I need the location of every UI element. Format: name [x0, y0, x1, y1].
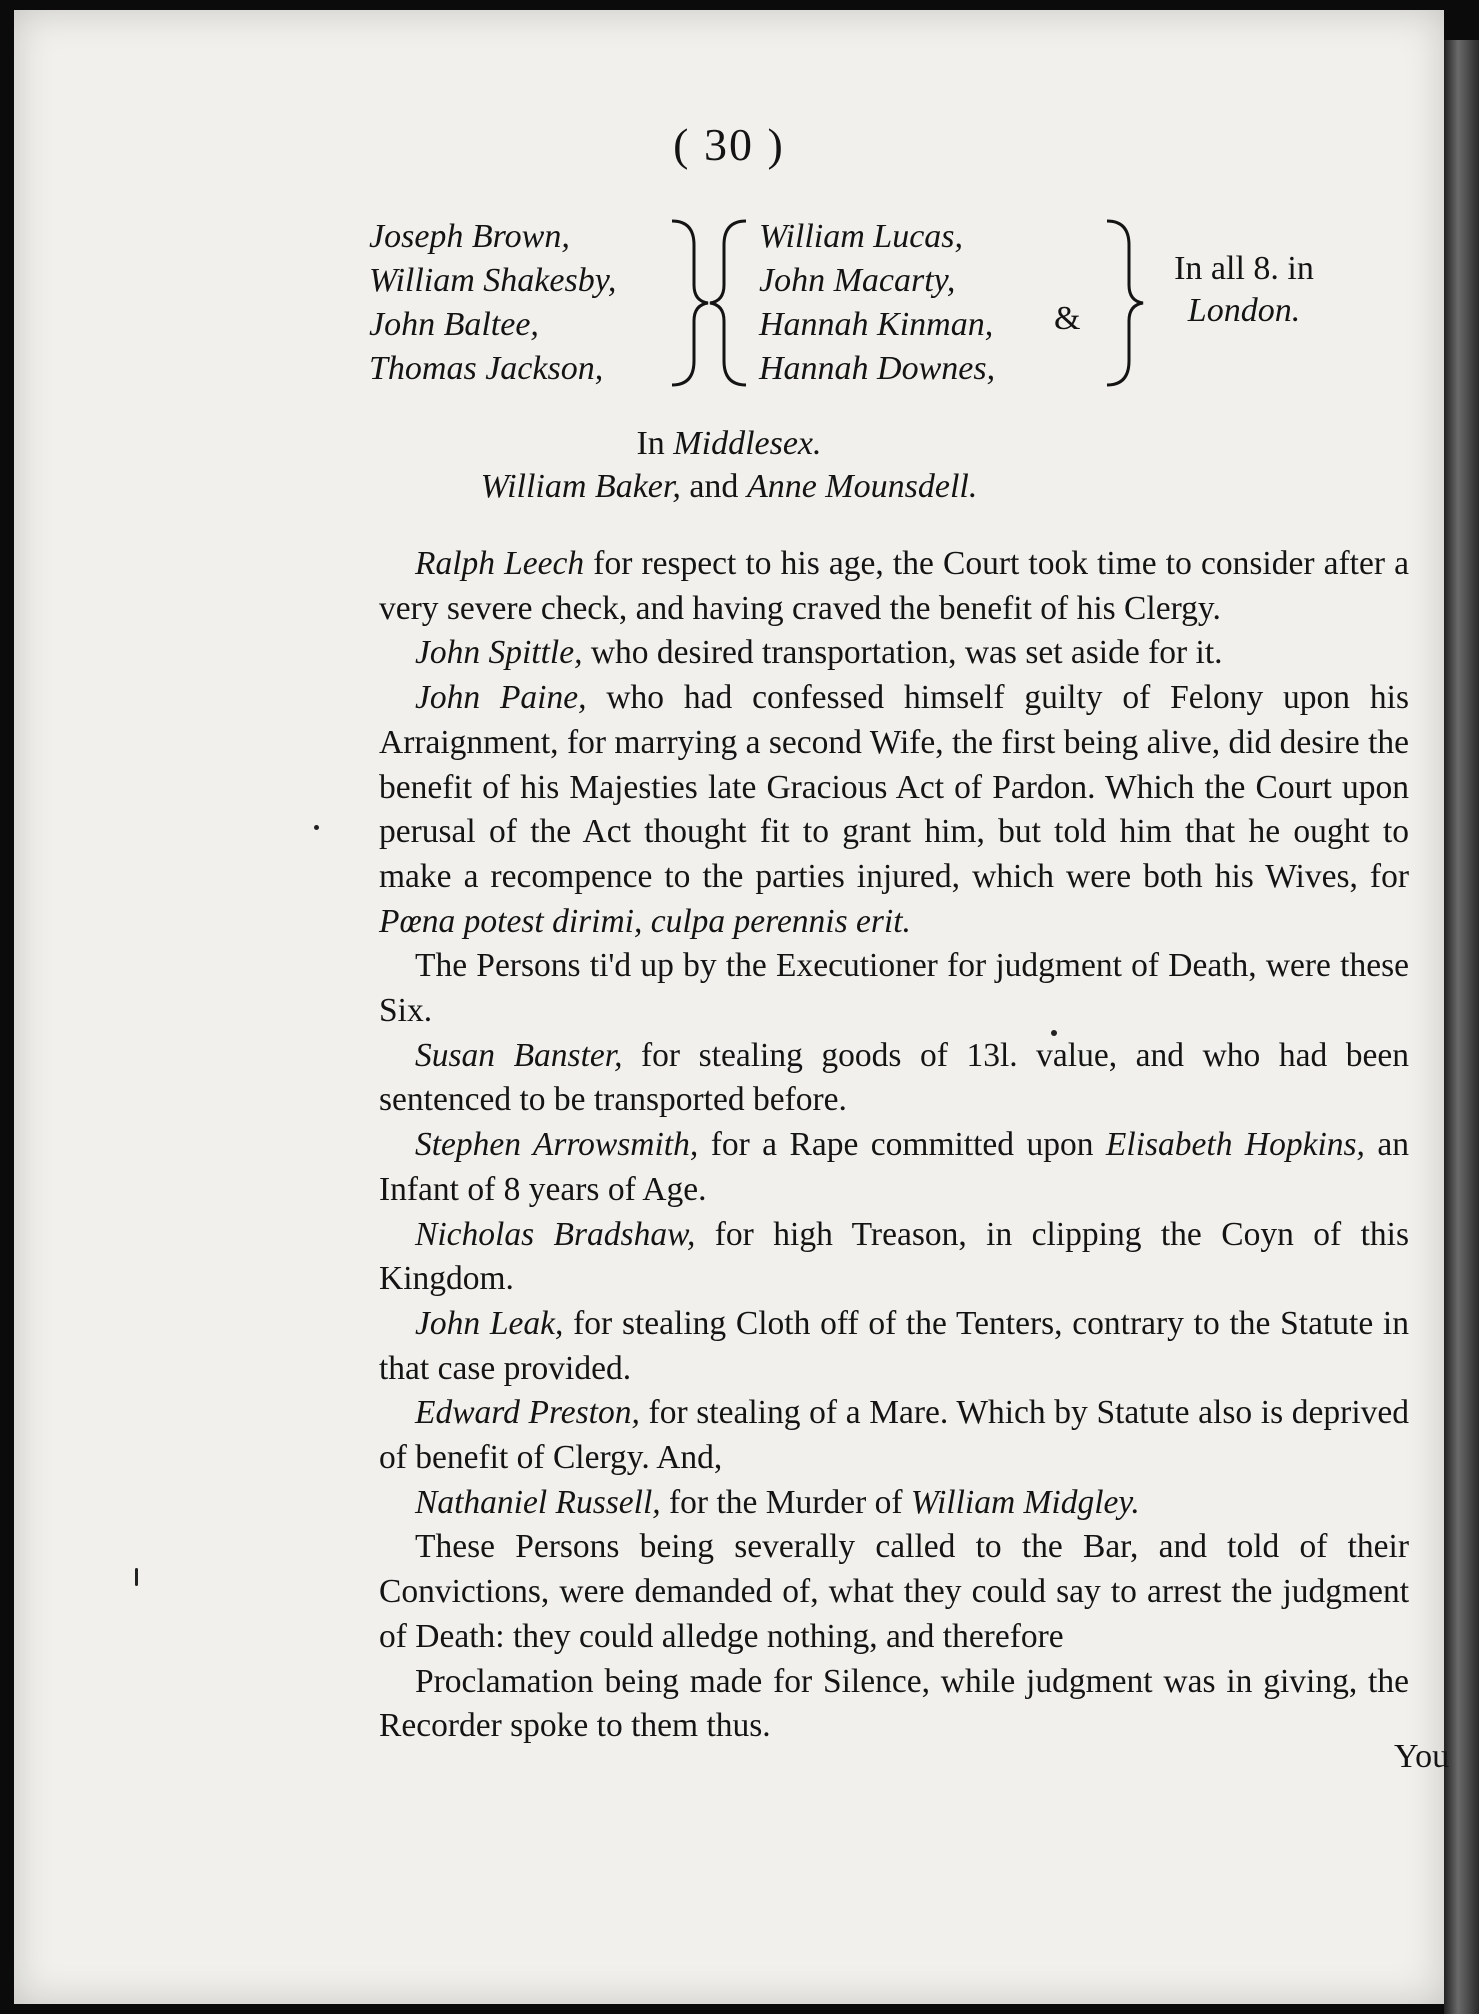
name-list-right [759, 215, 995, 391]
paragraph-text: for high Treason, in clipping the Coyn of this Kingdom. [379, 1215, 1410, 1298]
victim-name: Elisabeth Hopkins, [1105, 1126, 1365, 1164]
paragraph [379, 1391, 1409, 1480]
ink-mark [135, 1568, 138, 1586]
person-name: John Spittle, [415, 634, 583, 672]
middlesex-heading [14, 425, 1444, 463]
paragraph [379, 1525, 1409, 1659]
paragraph-text: for stealing Cloth off of the Tenters, contrary to the Statute in that case provided. [379, 1304, 1409, 1387]
victim-name: William Midgley. [910, 1483, 1140, 1521]
person-name: Nathaniel Russell, [415, 1483, 661, 1521]
summary-place: London. [1187, 292, 1301, 329]
name: Anne Mounsdell. [746, 468, 978, 505]
person-name: Ralph Leech [415, 545, 585, 582]
book-page [14, 10, 1450, 2004]
name: William Baker, [480, 468, 681, 505]
list-item: William Lucas, [759, 218, 964, 255]
list-item: Hannah Kinman, [759, 306, 994, 343]
list-item: Joseph Brown, [369, 218, 570, 255]
middlesex-place: Middlesex. [673, 425, 822, 462]
summary-note [1144, 248, 1344, 332]
paragraph [379, 1123, 1409, 1212]
ampersand: & [1054, 300, 1081, 337]
person-name: Edward Preston, [415, 1394, 640, 1432]
paragraph [379, 542, 1409, 631]
paragraph [379, 676, 1409, 944]
paragraph [379, 1213, 1409, 1302]
summary-line: In all 8. in [1174, 250, 1314, 287]
catchword: You [1394, 1738, 1450, 1775]
conjunction: and [680, 468, 747, 505]
paragraph [379, 1660, 1409, 1749]
paragraph-text: for the Murder of [660, 1483, 911, 1521]
list-item: Thomas Jackson, [369, 350, 604, 387]
list-item: Hannah Downes, [759, 350, 996, 387]
latin-quote: Pœna potest dirimi, culpa perennis erit. [379, 902, 911, 940]
paragraph-text: for stealing goods of 13l. value, and who had been sentenced to be transported before. [379, 1036, 1409, 1119]
paragraph-text: for a Rape committed upon [698, 1126, 1106, 1164]
middlesex-prefix: In [636, 425, 674, 462]
paragraph-text: an Infant of 8 years of Age. [379, 1126, 1409, 1208]
page-number: ( 30 ) [673, 119, 785, 170]
brace-right-group-left [704, 215, 754, 390]
next-page-edge [1444, 40, 1479, 2014]
person-name: John Paine, [415, 679, 587, 717]
body-text [379, 542, 1409, 1749]
person-name: Nicholas Bradshaw, [415, 1215, 696, 1253]
brace-summary [1099, 215, 1149, 390]
middlesex-names [14, 468, 1444, 506]
person-name: Stephen Arrowsmith, [415, 1126, 699, 1164]
name-list-left [369, 215, 616, 391]
person-name: John Leak, [415, 1304, 564, 1342]
paragraph-text: who had confessed himself guilty of Felony upon his Arraignment, for marrying a second Wife, the first being alive, did desire the benefit of his Majesties late Gracious Act of Pardon. Which the Court upon perusal of the Act thought fit to grant him, but told him that he ought to make a recompence to the parties injured, which were both his Wives, for [379, 679, 1409, 895]
paragraph-text: for stealing of a Mare. Which by Statute also is deprived of benefit of Clergy. And, [379, 1394, 1410, 1477]
paragraph [379, 1034, 1409, 1123]
paragraph-text: The Persons ti'd up by the Executioner for judgment of Death, were these Six. [379, 947, 1409, 1030]
paragraph [379, 1302, 1409, 1391]
paragraph-text: for respect to his age, the Court took time to consider after a very severe check, and having craved the benefit of his Clergy. [379, 545, 1409, 627]
paragraph [379, 944, 1409, 1033]
paragraph-text: Proclamation being made for Silence, while judgment was in giving, the Recorder spoke to them thus. [379, 1662, 1409, 1745]
person-name: Susan Banster, [415, 1036, 623, 1074]
paragraph [379, 1481, 1409, 1526]
paragraph-text: who desired transportation, was set aside for it. [582, 634, 1223, 672]
ink-speck [1051, 1030, 1057, 1036]
list-item: William Shakesby, [369, 262, 617, 299]
list-item: John Baltee, [369, 306, 539, 343]
ink-speck [314, 825, 319, 830]
paragraph [379, 631, 1409, 676]
list-item: John Macarty, [759, 262, 956, 299]
paragraph-text: These Persons being severally called to the Bar, and told of their Convictions, were demanded of, what they could say to arrest the judgment of Death: they could alledge nothing, and therefore [379, 1528, 1409, 1655]
